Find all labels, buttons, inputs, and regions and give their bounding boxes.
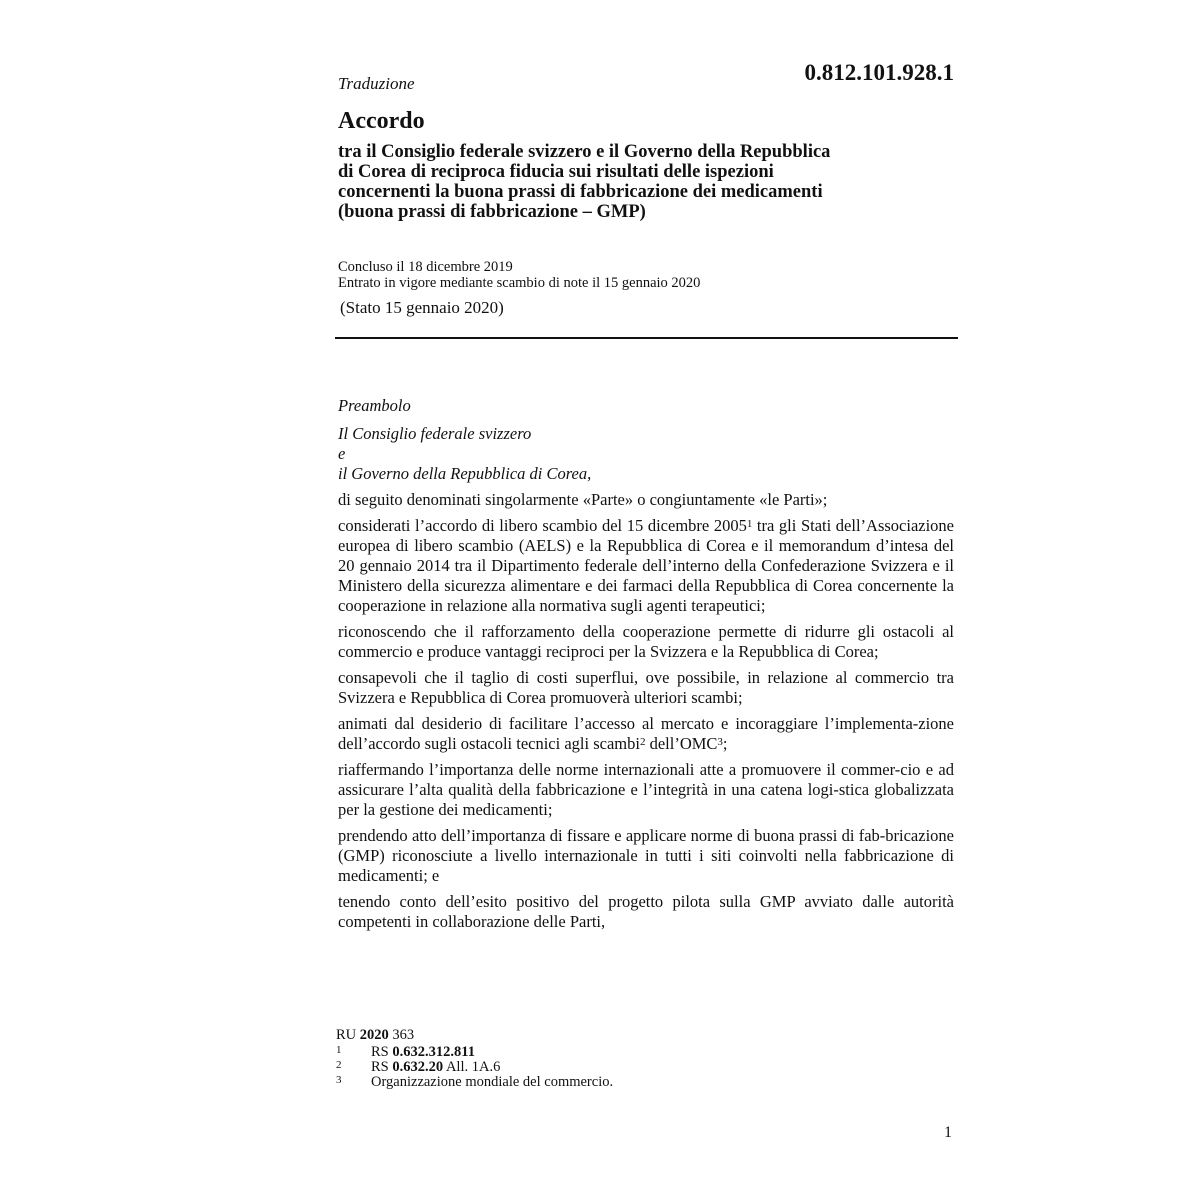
footnote-suffix: All. 1A.6 <box>443 1059 501 1075</box>
paragraph-text: ; <box>722 734 728 753</box>
footnote-ref[interactable]: 3 <box>717 736 723 748</box>
subtitle-line: di Corea di reciproca fiducia sui risultati delle ispezioni <box>338 162 774 182</box>
paragraph-text: considerati l’accordo di libero scambio del 15 dicembre 2005 <box>338 516 747 535</box>
footnote-ref[interactable]: 2 <box>639 736 646 748</box>
ru-reference <box>336 1028 936 1043</box>
preamble-body <box>338 396 954 938</box>
preamble-paragraph: riaffermando l’importanza delle norme internazionali atte a promuovere il commer-cio e ad assicurare l’alta qualità della fabbricazione e l’integrità in una catena logi-stica globalizzata per la gestione dei medicamenti; <box>338 760 954 819</box>
footnote <box>336 1075 936 1090</box>
footnote-prefix: RS <box>371 1044 393 1060</box>
subtitle-line: concernenti la buona prassi di fabbricazione dei medicamenti <box>338 182 823 202</box>
footnote <box>336 1060 936 1075</box>
footnote-prefix: RS <box>371 1059 393 1075</box>
footnote <box>336 1045 936 1060</box>
preamble-paragraph: riconoscendo che il rafforzamento della cooperazione permette di ridurre gli ostacoli al commercio e produce vantaggi reciproci per la Svizzera e la Repubblica di Corea; <box>338 622 954 661</box>
party-korea: il Governo della Repubblica di Corea, <box>338 464 592 483</box>
paragraph-text: dell’OMC <box>645 734 718 753</box>
page-number: 1 <box>944 1124 952 1141</box>
footnote-number: 1 <box>336 1044 342 1056</box>
preamble-paragraph: consapevoli che il taglio di costi superflui, ove possibile, in relazione al commercio tra Svizzera e Repubblica di Corea promuoverà ulteriori scambi; <box>338 668 954 707</box>
parties-block <box>338 424 954 484</box>
preamble-paragraph: di seguito denominati singolarmente «Parte» o congiuntamente «le Parti»; <box>338 490 828 509</box>
ru-page: 363 <box>388 1027 415 1043</box>
document-title: Accordo <box>338 108 425 134</box>
document-subtitle <box>338 142 898 222</box>
paragraph-text: tra gli Stati dell’Associazione europea di libero scambio (AELS) e la Repubblica di Corea e il memorandum d’intesa del 20 gennaio 2014 tra il Dipartimento federale dell’interno della Confederazione Svizzera e il Ministero della sicurezza alimentare e dei farmaci della Repubblica di Corea concernente la cooperazione in relazione alla normativa sugli agenti terapeutici; <box>338 516 954 615</box>
header-rule <box>335 337 958 339</box>
footnote-ref-bold[interactable]: 0.632.20 <box>392 1059 444 1075</box>
status-date: (Stato 15 gennaio 2020) <box>340 298 504 317</box>
ru-prefix: RU <box>336 1027 360 1043</box>
preamble-title: Preambolo <box>338 396 411 415</box>
preamble-paragraph: tenendo conto dell’esito positivo del progetto pilota sulla GMP avviato dalle autorità competenti in collaborazione delle Parti, <box>338 892 954 931</box>
sr-number: 0.812.101.928.1 <box>804 60 954 85</box>
footnote-text <box>371 1045 475 1060</box>
preamble-paragraph <box>338 714 954 754</box>
footnotes <box>336 1028 936 1090</box>
footnote-text <box>371 1075 613 1090</box>
subtitle-line: tra il Consiglio federale svizzero e il Governo della Repubblica <box>338 142 831 162</box>
footnote-ref-bold[interactable]: 0.632.312.811 <box>392 1044 475 1060</box>
ru-year: 2020 <box>359 1027 389 1043</box>
entry-into-force: Entrato in vigore mediante scambio di note il 15 gennaio 2020 <box>338 275 701 291</box>
footnote-ref[interactable]: 1 <box>746 518 753 530</box>
footnote-suffix: Organizzazione mondiale del commercio. <box>371 1074 614 1090</box>
preamble-paragraph: prendendo atto dell’importanza di fissare e applicare norme di buona prassi di fab-bricazione (GMP) riconosciute a livello internazionale in tutti i siti coinvolti nella fabbricazione di medicamenti; e <box>338 826 954 885</box>
paragraph-text: animati dal desiderio di facilitare l’accesso al mercato e incoraggiare l’implementa-zione dell’accordo sugli ostacoli tecnici agli scambi <box>338 714 954 753</box>
footnote-number: 2 <box>336 1059 342 1071</box>
party-conjunction: e <box>338 444 346 463</box>
translation-label: Traduzione <box>338 74 415 93</box>
meta-block <box>338 259 700 291</box>
concluded-date: Concluso il 18 dicembre 2019 <box>338 259 513 275</box>
footnote-text <box>371 1060 500 1075</box>
party-switzerland: Il Consiglio federale svizzero <box>338 424 532 443</box>
footnote-number: 3 <box>336 1074 342 1086</box>
subtitle-line: (buona prassi di fabbricazione – GMP) <box>338 202 646 222</box>
preamble-paragraph <box>338 516 954 616</box>
